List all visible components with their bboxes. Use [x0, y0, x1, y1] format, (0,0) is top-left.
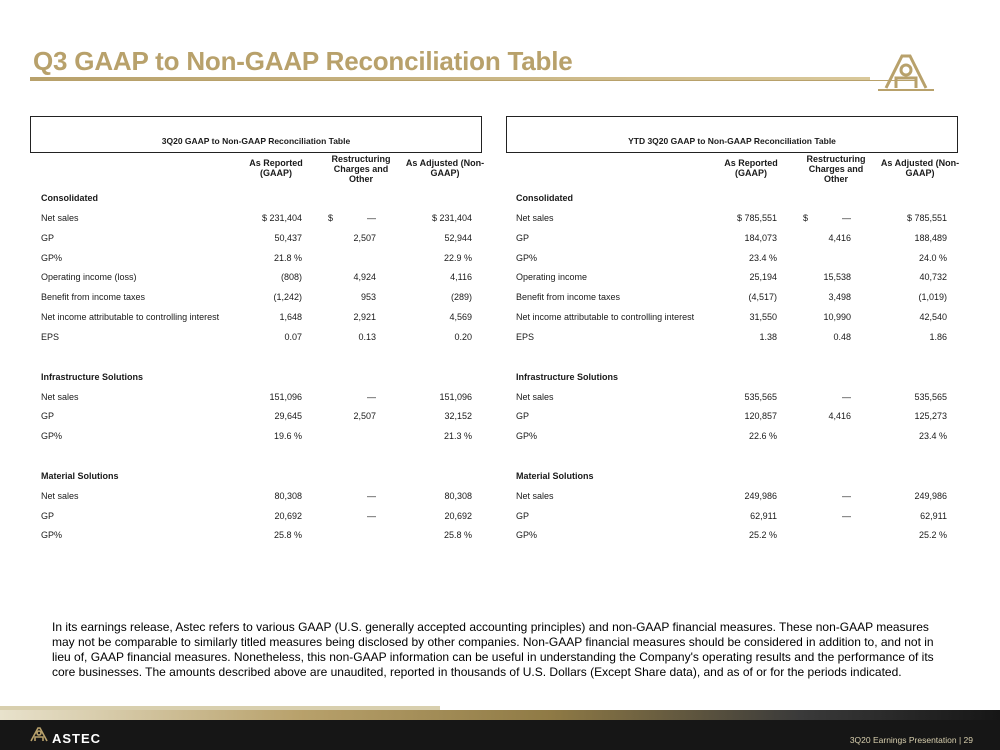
- as-reported-value: (1,242): [273, 292, 302, 302]
- as-reported-value: 31,550: [749, 312, 777, 322]
- row-label: EPS: [516, 332, 535, 342]
- section-heading: Consolidated: [516, 193, 574, 203]
- as-adjusted-value: 52,944: [444, 233, 472, 243]
- restructuring-value: 4,416: [828, 411, 851, 421]
- as-adjusted-value: 4,569: [449, 312, 472, 322]
- page-title: Q3 GAAP to Non-GAAP Reconciliation Table: [33, 46, 573, 76]
- right-table-header-box: [506, 116, 958, 153]
- as-reported-value: (808): [280, 272, 302, 282]
- as-adjusted-value: 25.2 %: [918, 530, 947, 540]
- left-table-header-box: [30, 116, 482, 153]
- row-label: Net sales: [516, 213, 554, 223]
- as-adjusted-value: 1.86: [929, 332, 947, 342]
- as-reported-value: 0.07: [284, 332, 302, 342]
- as-adjusted-value: 22.9 %: [443, 253, 472, 263]
- left-col-as-adjusted: As Adjusted (Non-GAAP): [405, 158, 485, 178]
- restructuring-value: 0.48: [833, 332, 851, 342]
- as-reported-value: 1,648: [279, 312, 302, 322]
- row-label: GP: [516, 511, 530, 521]
- as-adjusted-value: 62,911: [920, 511, 947, 521]
- row-label: Net sales: [516, 491, 554, 501]
- row-label: Operating income (loss): [41, 272, 137, 282]
- restructuring-value: 0.13: [358, 332, 376, 342]
- row-label: GP%: [41, 530, 63, 540]
- as-reported-value: 1.38: [759, 332, 777, 342]
- as-reported-value: 20,692: [274, 511, 302, 521]
- as-reported-value: 25,194: [749, 272, 777, 282]
- as-adjusted-value: $ 231,404: [431, 213, 472, 223]
- section-heading: Material Solutions: [516, 471, 594, 481]
- row-label: Net income attributable to controlling interest: [516, 312, 695, 322]
- as-adjusted-value: 80,308: [444, 491, 472, 501]
- restructuring-value: —: [367, 491, 376, 501]
- row-label: GP%: [41, 431, 63, 441]
- as-adjusted-value: 23.4 %: [918, 431, 947, 441]
- as-reported-value: (4,517): [748, 292, 777, 302]
- right-table-title: YTD 3Q20 GAAP to Non-GAAP Reconciliation Table: [628, 136, 836, 146]
- row-label: GP%: [516, 431, 538, 441]
- as-adjusted-value: $ 785,551: [906, 213, 947, 223]
- row-label: Net sales: [41, 392, 79, 402]
- restructuring-value: 2,921: [353, 312, 376, 322]
- as-adjusted-value: 188,489: [914, 233, 947, 243]
- as-adjusted-value: 25.8 %: [443, 530, 472, 540]
- title-underline: [30, 80, 915, 81]
- as-reported-value: 25.8 %: [273, 530, 302, 540]
- as-adjusted-value: (289): [450, 292, 472, 302]
- currency-symbol: $: [328, 213, 334, 223]
- as-reported-value: 25.2 %: [748, 530, 777, 540]
- row-label: Benefit from income taxes: [516, 292, 621, 302]
- as-adjusted-value: 40,732: [919, 272, 947, 282]
- restructuring-value: 10,990: [823, 312, 851, 322]
- row-label: Net sales: [41, 491, 79, 501]
- row-label: GP: [41, 233, 55, 243]
- as-adjusted-value: 32,152: [444, 411, 472, 421]
- as-reported-value: 19.6 %: [273, 431, 302, 441]
- title-gold-bar: [30, 77, 870, 80]
- row-label: Benefit from income taxes: [41, 292, 146, 302]
- footer-page-label: 3Q20 Earnings Presentation | 29: [849, 735, 973, 745]
- row-label: GP%: [516, 530, 538, 540]
- as-adjusted-value: 4,116: [450, 272, 472, 282]
- restructuring-value: 15,538: [823, 272, 851, 282]
- restructuring-value: 4,416: [828, 233, 851, 243]
- restructuring-value: —: [367, 392, 376, 402]
- restructuring-value: 2,507: [353, 411, 376, 421]
- as-reported-value: 62,911: [750, 511, 777, 521]
- astec-footer-logo-icon: [28, 725, 50, 743]
- right-col-restructuring: Restructuring Charges and Other: [806, 154, 866, 184]
- left-table-title: 3Q20 GAAP to Non-GAAP Reconciliation Table: [161, 136, 351, 146]
- as-reported-value: 184,073: [744, 233, 777, 243]
- right-col-as-adjusted: As Adjusted (Non-GAAP): [880, 158, 960, 178]
- as-reported-value: 29,645: [274, 411, 302, 421]
- section-heading: Material Solutions: [41, 471, 119, 481]
- restructuring-value: —: [842, 213, 851, 223]
- restructuring-value: —: [367, 213, 376, 223]
- astec-logo-icon: [876, 50, 936, 92]
- as-adjusted-value: (1,019): [918, 292, 947, 302]
- disclaimer-note: In its earnings release, Astec refers to various GAAP (U.S. generally accepted accounting principles) and non-GAAP financial measures. These non-GAAP measures may not be comparable to similarly titled measures being disclosed by other companies. Non-GAAP financial measures should be considered in addition to, and not in lieu of, GAAP financial measures. Nonetheless, this non-GAAP information can be useful in understanding the Company's operating results and the performance of its core businesses. The amounts described above are unaudited, reported in thousands of U.S. Dollars (Except Share data), and as of or for the periods indicated.: [52, 620, 934, 679]
- as-reported-value: 120,857: [744, 411, 777, 421]
- row-label: GP: [41, 411, 55, 421]
- as-adjusted-value: 20,692: [444, 511, 472, 521]
- left-col-restructuring: Restructuring Charges and Other: [331, 154, 391, 184]
- currency-symbol: $: [803, 213, 809, 223]
- row-label: Net sales: [41, 213, 79, 223]
- as-adjusted-value: 21.3 %: [443, 431, 472, 441]
- row-label: Net income attributable to controlling interest: [41, 312, 220, 322]
- restructuring-value: —: [842, 511, 851, 521]
- restructuring-value: 4,924: [353, 272, 376, 282]
- footer-accent-stripe: [0, 710, 1000, 720]
- as-reported-value: 23.4 %: [748, 253, 777, 263]
- as-reported-value: 535,565: [744, 392, 777, 402]
- right-col-as-reported: As Reported (GAAP): [724, 158, 778, 178]
- footer-brand: ASTEC: [52, 731, 102, 746]
- as-adjusted-value: 535,565: [914, 392, 947, 402]
- as-adjusted-value: 0.20: [454, 332, 472, 342]
- as-reported-value: 50,437: [274, 233, 302, 243]
- as-reported-value: $ 785,551: [736, 213, 777, 223]
- as-adjusted-value: 125,273: [914, 411, 947, 421]
- as-adjusted-value: 24.0 %: [918, 253, 947, 263]
- as-adjusted-value: 249,986: [914, 491, 947, 501]
- row-label: Operating income: [516, 272, 588, 282]
- as-reported-value: 22.6 %: [748, 431, 777, 441]
- row-label: GP%: [516, 253, 538, 263]
- as-adjusted-value: 151,096: [439, 392, 472, 402]
- restructuring-value: 2,507: [353, 233, 376, 243]
- section-heading: Consolidated: [41, 193, 99, 203]
- row-label: GP: [516, 233, 530, 243]
- row-label: Net sales: [516, 392, 554, 402]
- restructuring-value: 953: [360, 292, 376, 302]
- row-label: EPS: [41, 332, 60, 342]
- left-col-as-reported: As Reported (GAAP): [249, 158, 303, 178]
- as-adjusted-value: 42,540: [919, 312, 947, 322]
- section-heading: Infrastructure Solutions: [516, 372, 619, 382]
- as-reported-value: 21.8 %: [273, 253, 302, 263]
- row-label: GP: [41, 511, 55, 521]
- section-heading: Infrastructure Solutions: [41, 372, 144, 382]
- as-reported-value: $ 231,404: [261, 213, 302, 223]
- restructuring-value: —: [842, 491, 851, 501]
- row-label: GP: [516, 411, 530, 421]
- as-reported-value: 80,308: [274, 491, 302, 501]
- as-reported-value: 249,986: [744, 491, 777, 501]
- restructuring-value: —: [842, 392, 851, 402]
- row-label: GP%: [41, 253, 63, 263]
- as-reported-value: 151,096: [269, 392, 302, 402]
- restructuring-value: —: [367, 511, 376, 521]
- restructuring-value: 3,498: [828, 292, 851, 302]
